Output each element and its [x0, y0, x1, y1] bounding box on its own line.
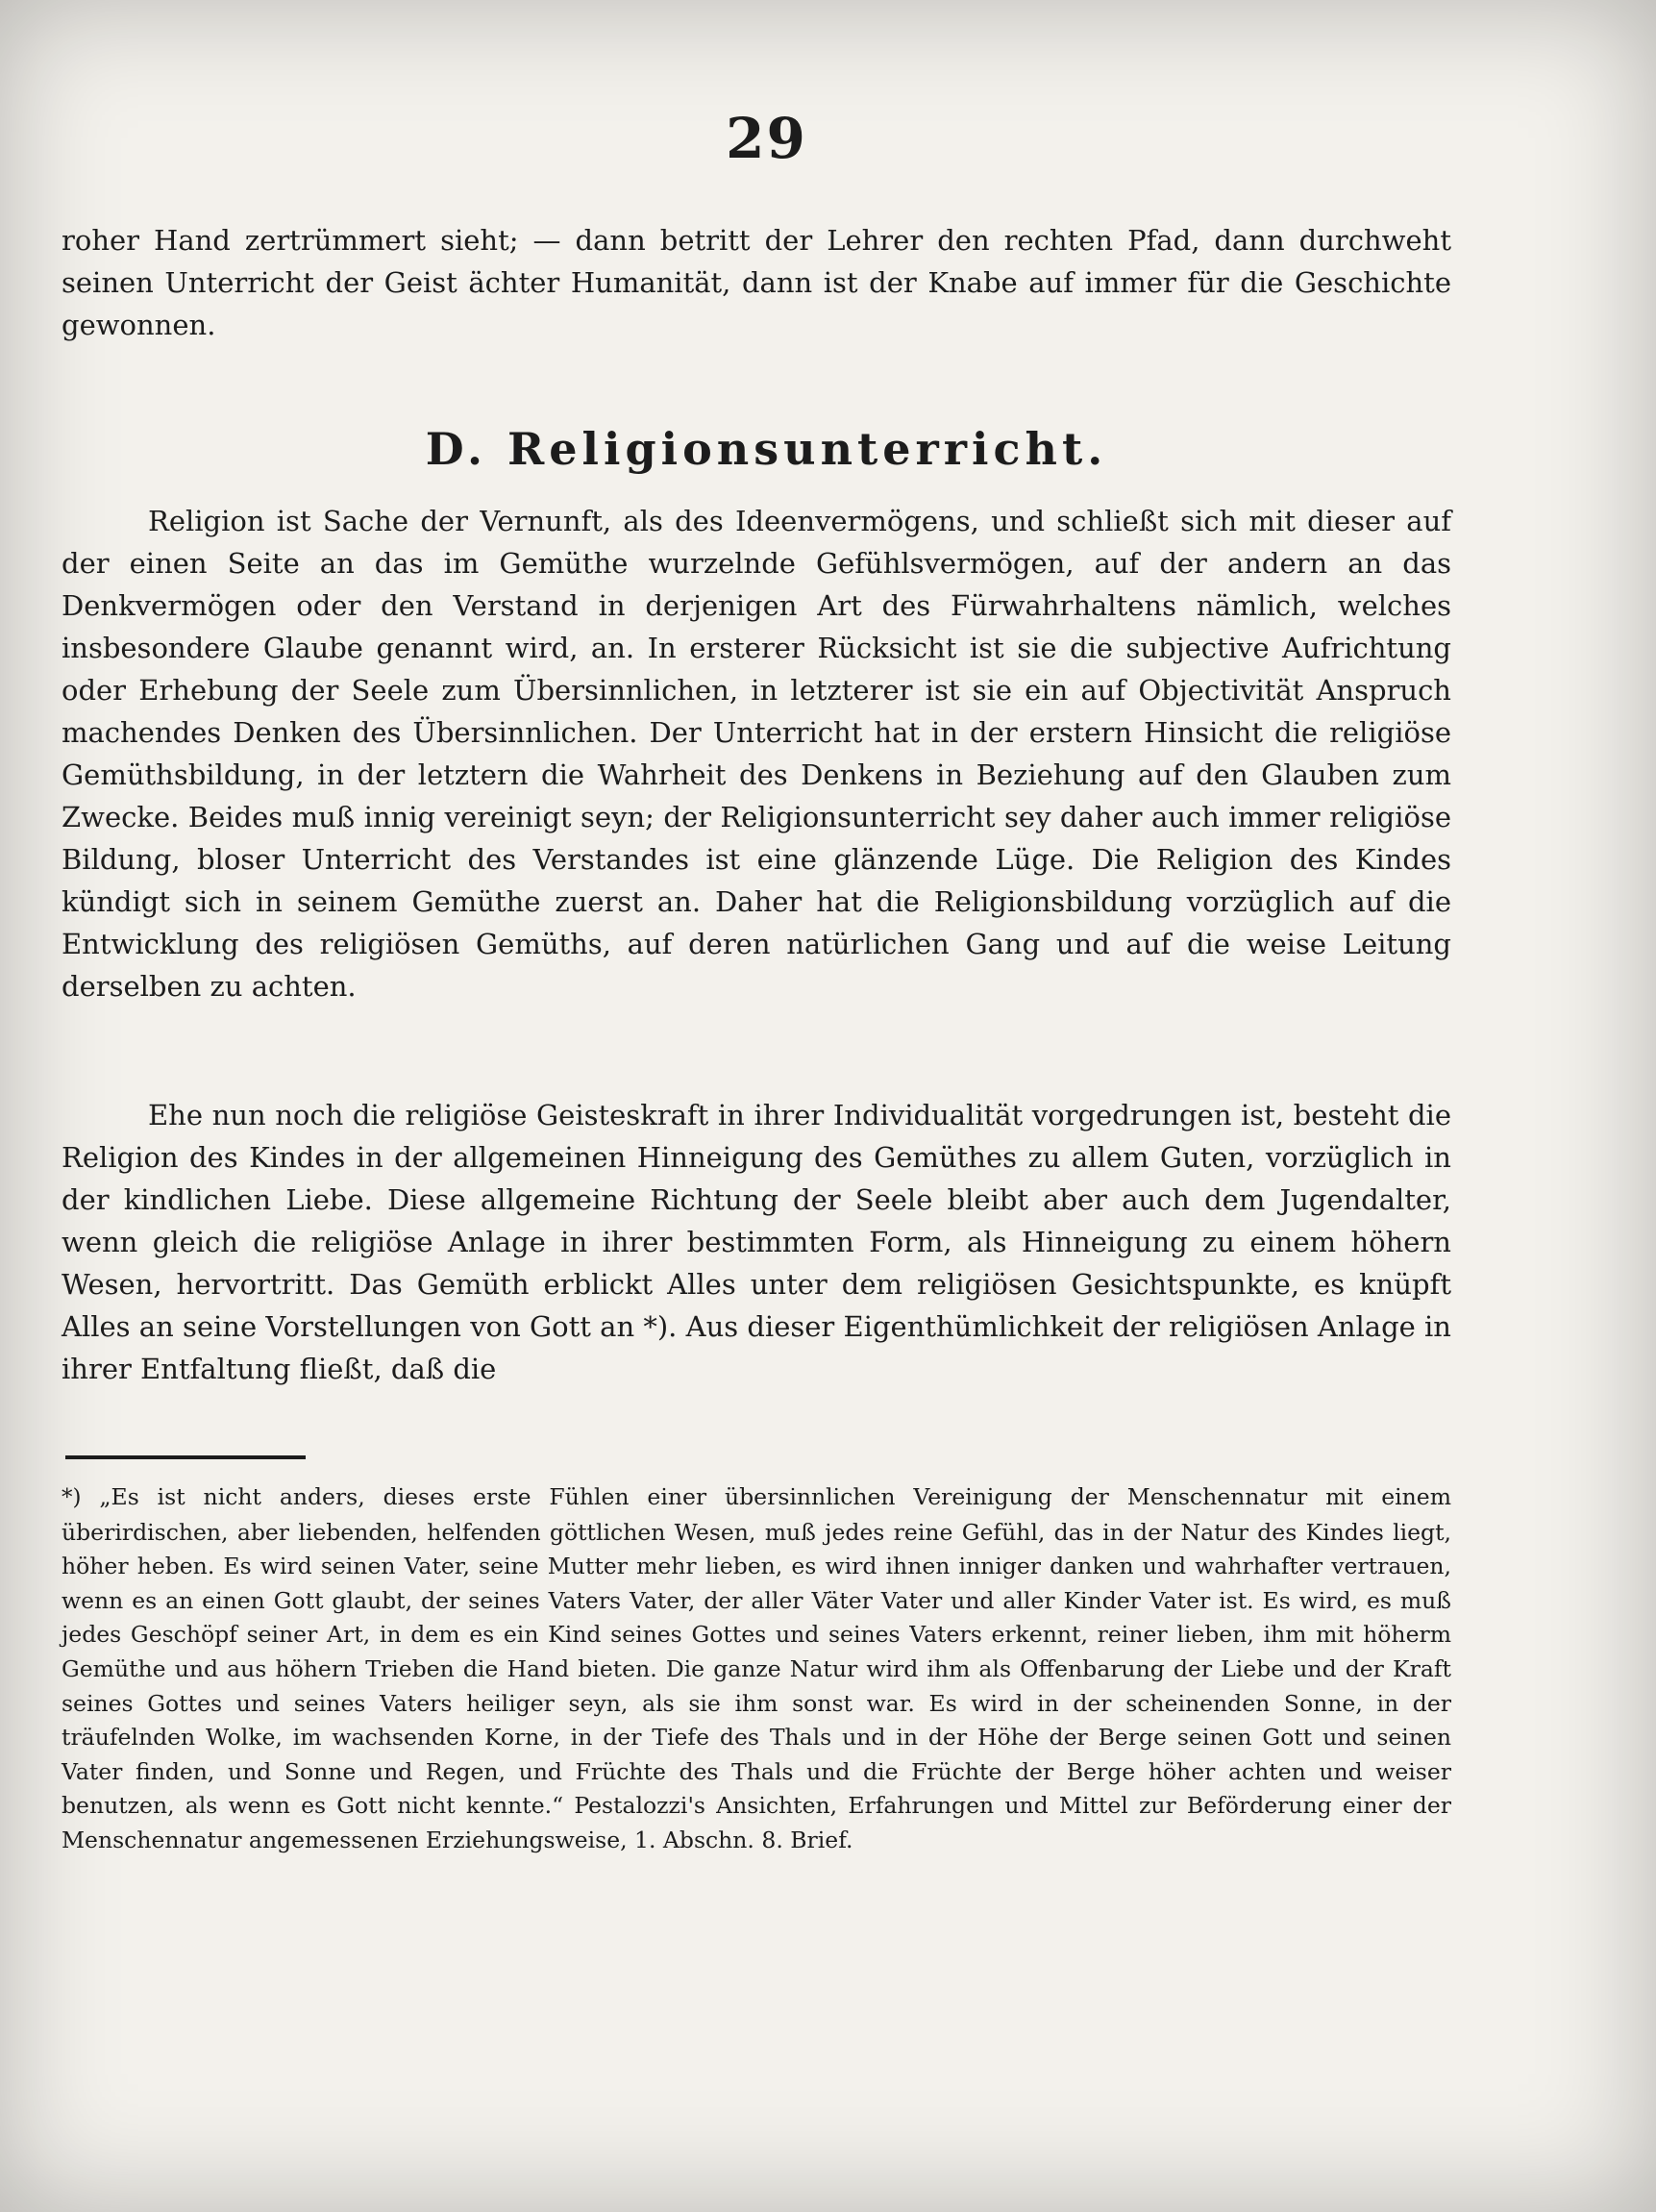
body-paragraph-2	[62, 1094, 1451, 1390]
continuation-paragraph	[62, 219, 1451, 346]
footnote-text: „Es ist nicht anders, dieses erste Fühlen einer übersinnlichen Vereinigung der Menschennatur mit einem überirdischen, aber liebenden, helfenden göttlichen Wesen, muß jedes reine Gefühl, das in der Natur des Kindes liegt, höher heben. Es wird seinen Vater, seine Mutter mehr lieben, es wird ihnen inniger danken und wahrhafter vertrauen, wenn es an einen Gott glaubt, der seines Vaters Vater, der aller Väter Vater und aller Kinder Vater ist. Es wird, es muß jedes Geschöpf seiner Art, in dem es ein Kind seines Gottes und seines Vaters erkennt, reiner lieben, ihm mit höherm Gemüthe und aus höhern Trieben die Hand bieten. Die ganze Natur wird ihm als Offenbarung der Liebe und der Kraft seines Gottes und seines Vaters heiliger seyn, als sie ihm sonst war. Es wird in der scheinenden Sonne, in der träufelnden Wolke, im wachsenden Korne, in der Tiefe des Thals und in der Höhe der Berge seinen Gott und seinen Vater finden, und Sonne und Regen, und Früchte des Thals und die Früchte der Berge höher achten und weiser benutzen, als wenn es Gott nicht kennte.“ Pestalozzi's Ansichten, Erfahrungen und Mittel zur Beförderung einer der Menschennatur angemessenen Erziehungsweise, 1. Abschn. 8. Brief.	[62, 1483, 1451, 1853]
section-heading: D. Religionsunterricht.	[425, 423, 1108, 475]
body-paragraph-1	[62, 500, 1451, 1007]
continuation-text: roher Hand zertrümmert sieht; — dann betritt der Lehrer den rechten Pfad, dann durchweht seinen Unterricht der Geist ächter Humanität, dann ist der Knabe auf immer für die Geschichte gewonnen.	[62, 224, 1451, 341]
footnote-marker: *)	[62, 1485, 82, 1510]
page-number: 29	[726, 106, 807, 171]
paragraph-text: Religion ist Sache der Vernunft, als des Ideenvermögens, und schließt sich mit dieser auf der einen Seite an das im Gemüthe wurzelnde Gefühlsvermögen, auf der andern an das Denkvermögen oder den Verstand in derjenigen Art des Fürwahrhaltens nämlich, welches insbesondere Glaube genannt wird, an. In ersterer Rücksicht ist sie die subjective Aufrichtung oder Erhebung der Seele zum Übersinnlichen, in letzterer ist sie ein auf Objectivität Anspruch machendes Denken des Übersinnlichen. Der Unterricht hat in der erstern Hinsicht die religiöse Gemüthsbildung, in der letztern die Wahrheit des Denkens in Beziehung auf den Glauben zum Zwecke. Beides muß innig vereinigt seyn; der Religionsunterricht sey daher auch immer religiöse Bildung, bloser Unterricht des Verstandes ist eine glänzende Lüge. Die Religion des Kindes kündigt sich in seinem Gemüthe zuerst an. Daher hat die Religionsbildung vorzüglich auf die Entwicklung des religiösen Gemüths, auf deren natürlichen Gang und auf die weise Leitung derselben zu achten.	[62, 505, 1451, 1003]
footnote-divider	[65, 1455, 306, 1459]
paragraph-text: Ehe nun noch die religiöse Geisteskraft in ihrer Individualität vorgedrungen ist, besteht die Religion des Kindes in der allgemeinen Hinneigung des Gemüthes zu allem Guten, vorzüglich in der kindlichen Liebe. Diese allgemeine Richtung der Seele bleibt aber auch dem Jugendalter, wenn gleich die religiöse Anlage in ihrer bestimmten Form, als Hinneigung zu einem höhern Wesen, hervortritt. Das Gemüth erblickt Alles unter dem religiösen Gesichtspunkte, es knüpft Alles an seine Vorstellungen von Gott an *). Aus dieser Eigenthümlichkeit der religiösen Anlage in ihrer Entfaltung fließt, daß die	[62, 1099, 1451, 1385]
footnote	[62, 1480, 1451, 1858]
